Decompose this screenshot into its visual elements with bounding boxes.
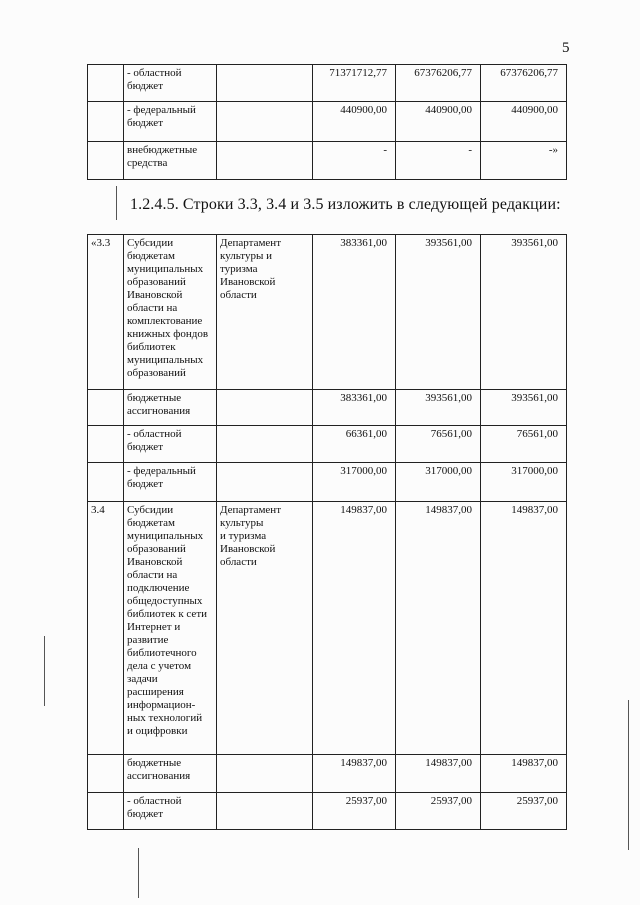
amount-year2-cell: 149837,00 bbox=[396, 502, 481, 755]
item-name-cell: - областной бюджет bbox=[124, 65, 217, 102]
item-name-cell: Субсидии бюджетам муниципальных образований Ивановской области на подключение общедоступных библиотек к сети Интернет и развитие библиотечного дела с учетом задачи расширения информацион- ных технологий и оцифровки bbox=[124, 502, 217, 755]
item-name-cell: - федеральный бюджет bbox=[124, 463, 217, 502]
row-number-cell bbox=[88, 793, 124, 830]
department-cell bbox=[217, 463, 313, 502]
amount-year3-cell: 149837,00 bbox=[481, 755, 567, 793]
amount-year3-cell: 149837,00 bbox=[481, 502, 567, 755]
item-name-cell: бюджетные ассигнования bbox=[124, 755, 217, 793]
amount-year1-cell: 440900,00 bbox=[313, 102, 396, 142]
amount-year2-cell: 67376206,77 bbox=[396, 65, 481, 102]
amount-year3-cell: 67376206,77 bbox=[481, 65, 567, 102]
amount-year1-cell: 317000,00 bbox=[313, 463, 396, 502]
department-cell bbox=[217, 102, 313, 142]
row-number-cell bbox=[88, 426, 124, 463]
item-name-cell: внебюджетные средства bbox=[124, 142, 217, 180]
amount-year1-cell: 66361,00 bbox=[313, 426, 396, 463]
department-cell bbox=[217, 142, 313, 180]
row-number-cell: 3.4 bbox=[88, 502, 124, 755]
amount-year1-cell: 149837,00 bbox=[313, 502, 396, 755]
department-cell bbox=[217, 65, 313, 102]
scan-artifact-mark bbox=[628, 700, 629, 850]
row-number-cell bbox=[88, 102, 124, 142]
table-row bbox=[88, 65, 567, 102]
amount-year3-cell: 76561,00 bbox=[481, 426, 567, 463]
department-cell bbox=[217, 390, 313, 426]
section-heading: 1.2.4.5. Строки 3.3, 3.4 и 3.5 изложить в следующей редакции: bbox=[130, 196, 561, 213]
amount-year2-cell: - bbox=[396, 142, 481, 180]
table-row bbox=[88, 142, 567, 180]
amount-year2-cell: 393561,00 bbox=[396, 235, 481, 390]
amount-year3-cell: 393561,00 bbox=[481, 235, 567, 390]
amount-year2-cell: 393561,00 bbox=[396, 390, 481, 426]
amount-year2-cell: 25937,00 bbox=[396, 793, 481, 830]
amount-year1-cell: 383361,00 bbox=[313, 235, 396, 390]
item-name-cell: Субсидии бюджетам муниципальных образований Ивановской области на комплектование книжных фондов библиотек муниципальных образований bbox=[124, 235, 217, 390]
amount-year1-cell: - bbox=[313, 142, 396, 180]
amount-year3-cell: 393561,00 bbox=[481, 390, 567, 426]
item-name-cell: бюджетные ассигнования bbox=[124, 390, 217, 426]
page-number: 5 bbox=[562, 40, 570, 56]
amount-year1-cell: 149837,00 bbox=[313, 755, 396, 793]
table-row bbox=[88, 235, 567, 390]
table-row bbox=[88, 755, 567, 793]
budget-table-revised bbox=[87, 234, 567, 830]
row-number-cell bbox=[88, 755, 124, 793]
amount-year3-cell: 440900,00 bbox=[481, 102, 567, 142]
item-name-cell: - областной бюджет bbox=[124, 793, 217, 830]
scan-artifact-mark bbox=[138, 848, 139, 898]
table-row bbox=[88, 463, 567, 502]
department-cell bbox=[217, 426, 313, 463]
row-number-cell: «3.3 bbox=[88, 235, 124, 390]
row-number-cell bbox=[88, 390, 124, 426]
row-number-cell bbox=[88, 142, 124, 180]
amount-year1-cell: 25937,00 bbox=[313, 793, 396, 830]
amount-year2-cell: 149837,00 bbox=[396, 755, 481, 793]
department-cell bbox=[217, 755, 313, 793]
department-cell bbox=[217, 793, 313, 830]
amount-year2-cell: 317000,00 bbox=[396, 463, 481, 502]
department-cell: Департамент культуры и туризма Ивановской области bbox=[217, 235, 313, 390]
amount-year2-cell: 76561,00 bbox=[396, 426, 481, 463]
row-number-cell bbox=[88, 463, 124, 502]
department-cell: Департамент культуры и туризма Ивановской области bbox=[217, 502, 313, 755]
amount-year1-cell: 71371712,77 bbox=[313, 65, 396, 102]
table-row bbox=[88, 390, 567, 426]
scan-artifact-mark bbox=[116, 186, 117, 220]
table-row bbox=[88, 102, 567, 142]
amount-year3-cell: 317000,00 bbox=[481, 463, 567, 502]
row-number-cell bbox=[88, 65, 124, 102]
scan-artifact-mark bbox=[44, 636, 45, 706]
table-row bbox=[88, 426, 567, 463]
budget-table-continued bbox=[87, 64, 567, 180]
table-row bbox=[88, 502, 567, 755]
amount-year3-cell: 25937,00 bbox=[481, 793, 567, 830]
item-name-cell: - федеральный бюджет bbox=[124, 102, 217, 142]
item-name-cell: - областной бюджет bbox=[124, 426, 217, 463]
amount-year3-cell: -» bbox=[481, 142, 567, 180]
amount-year1-cell: 383361,00 bbox=[313, 390, 396, 426]
amount-year2-cell: 440900,00 bbox=[396, 102, 481, 142]
table-row bbox=[88, 793, 567, 830]
